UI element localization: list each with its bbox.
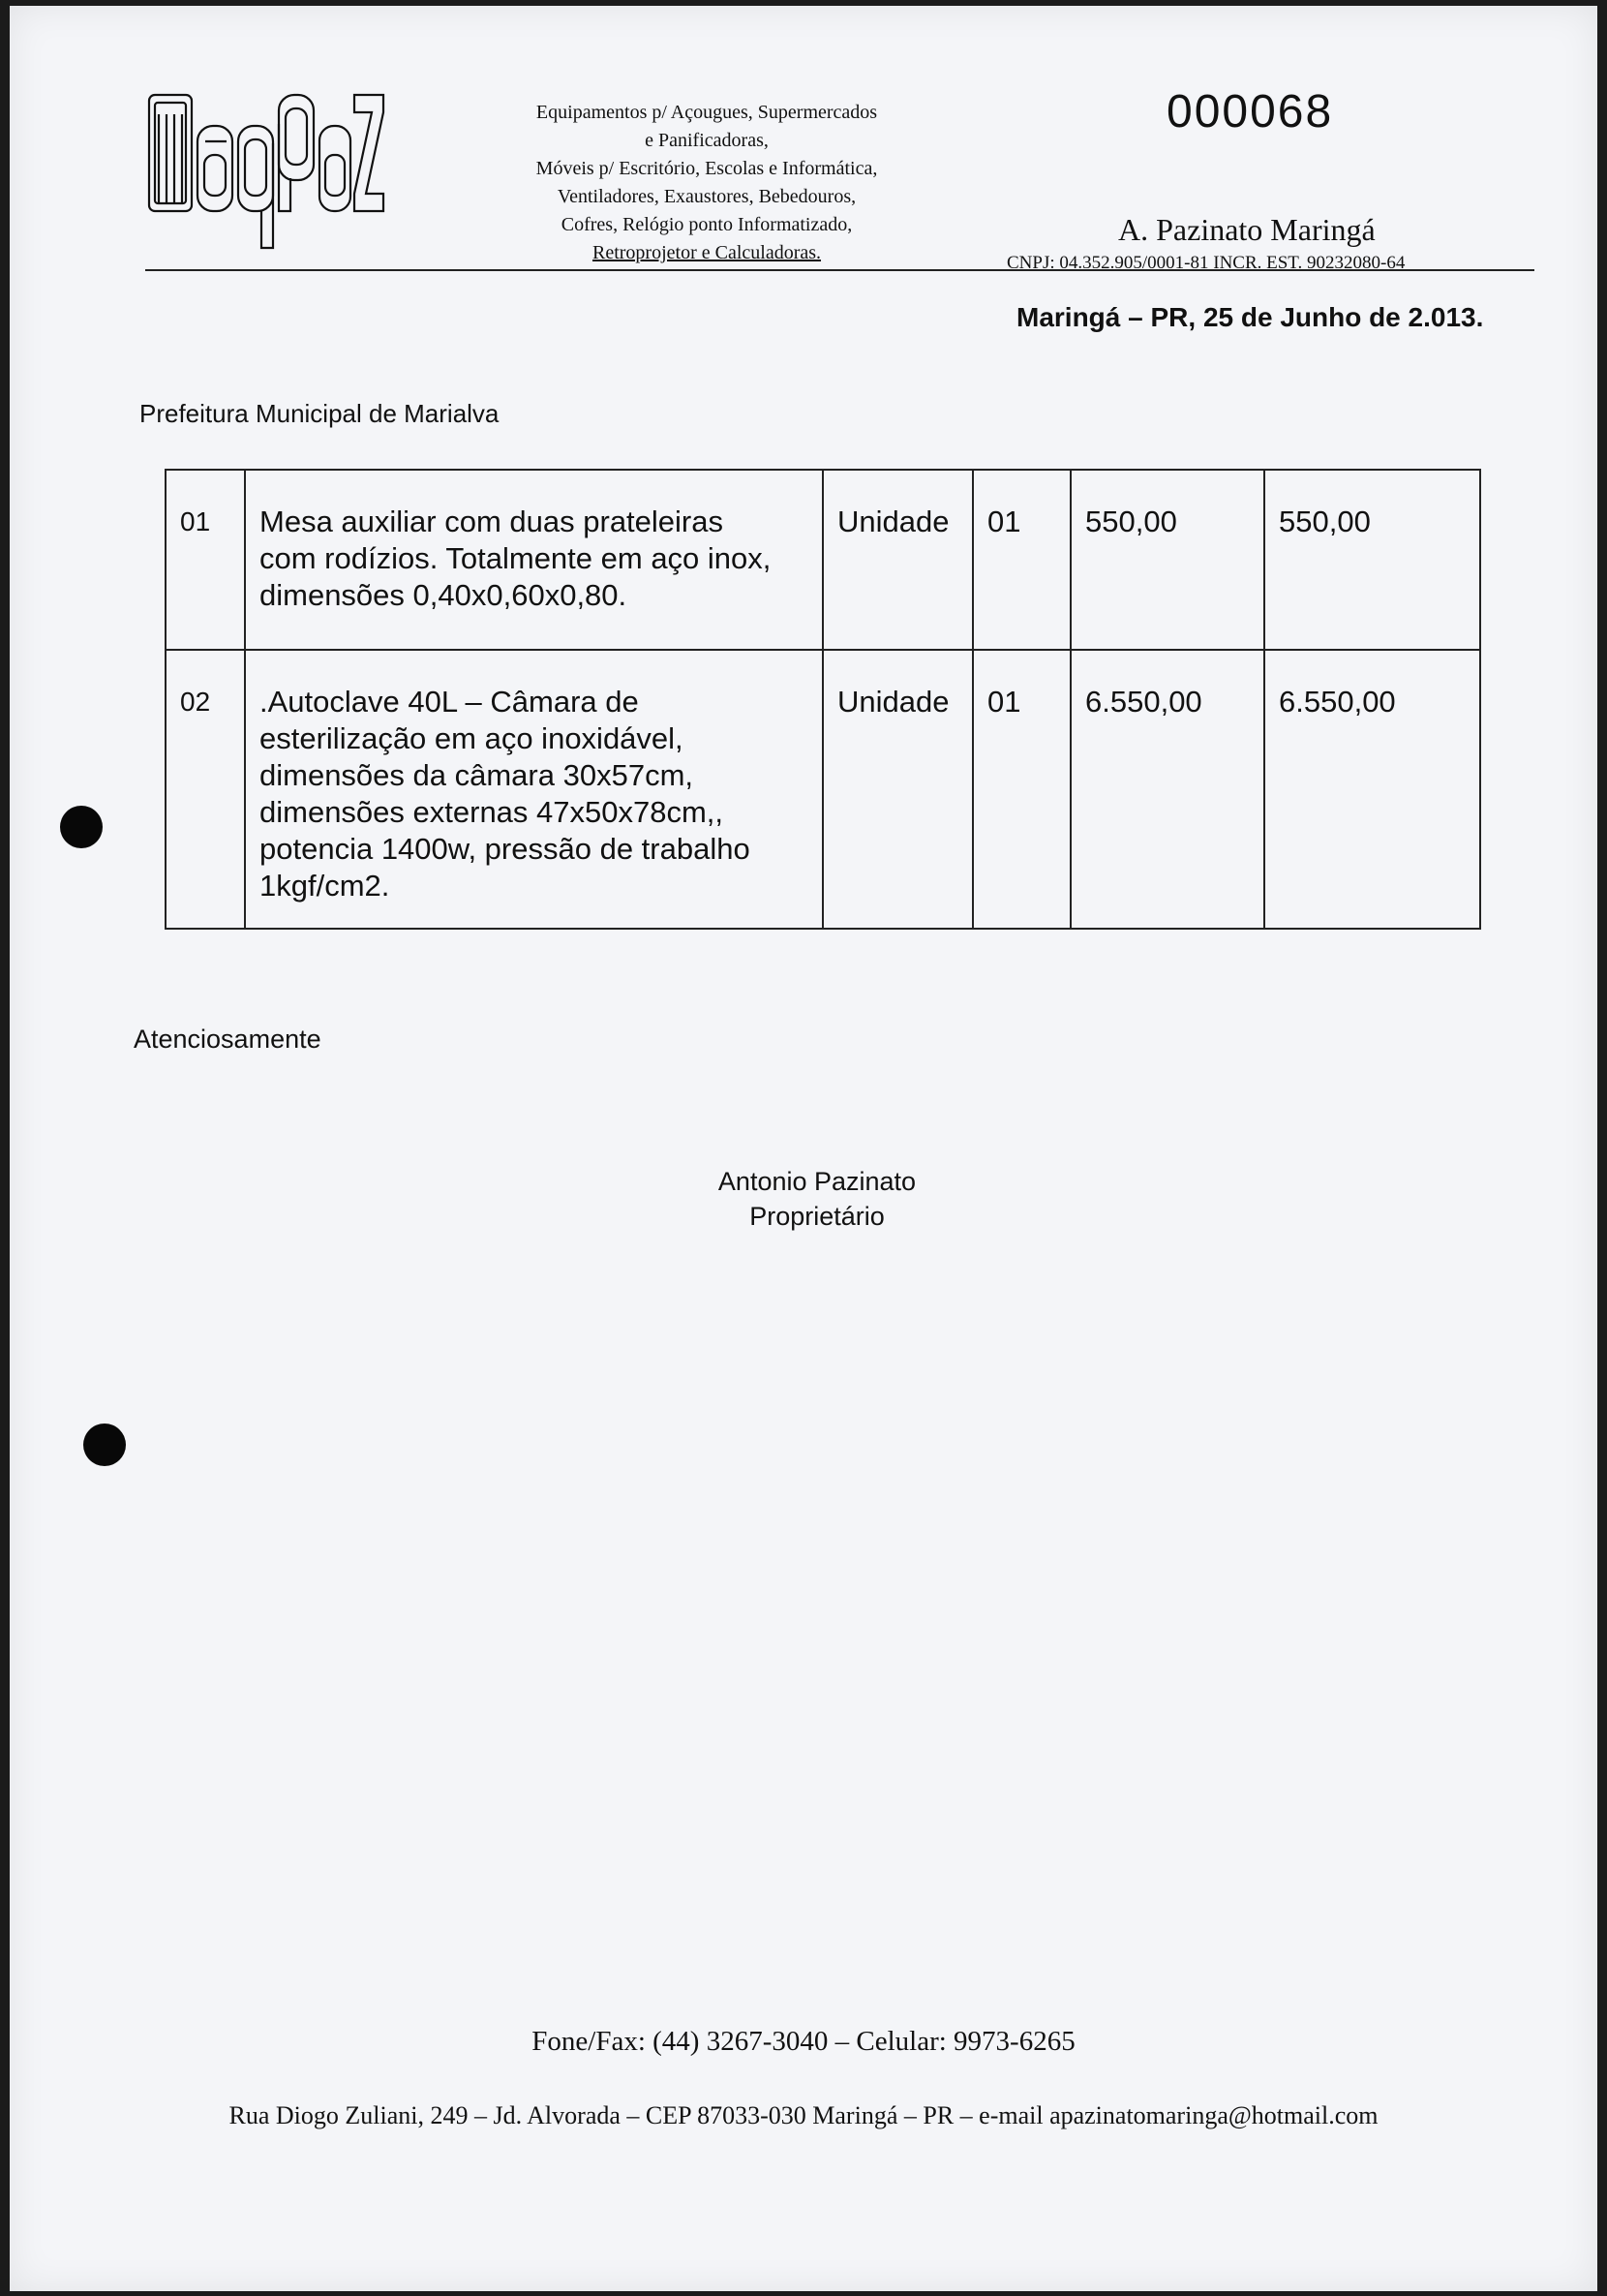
description-line: 1kgf/cm2. <box>259 869 390 903</box>
description-line: dimensões 0,40x0,60x0,80. <box>259 578 627 612</box>
document-page <box>10 6 1597 2291</box>
items-table <box>165 469 1481 930</box>
place-and-date: Maringá – PR, 25 de Junho de 2.013. <box>1016 302 1484 332</box>
activities-line: Móveis p/ Escritório, Escolas e Informática, <box>535 158 878 179</box>
item-description <box>246 651 824 928</box>
activities-line: Equipamentos p/ Açougues, Supermercados <box>535 102 878 123</box>
item-unit-price: 550,00 <box>1072 471 1265 649</box>
signer-role: Proprietário <box>749 1202 885 1231</box>
recipient: Prefeitura Municipal de Marialva <box>139 399 500 428</box>
description-line: esterilização em aço inoxidável, <box>259 721 683 755</box>
punch-hole <box>83 1424 126 1466</box>
punch-hole <box>60 806 103 848</box>
item-number: 02 <box>167 651 246 928</box>
description-line: potencia 1400w, pressão de trabalho <box>259 832 750 866</box>
item-unit-price: 6.550,00 <box>1072 651 1265 928</box>
item-quantity: 01 <box>974 651 1072 928</box>
description-line: Mesa auxiliar com duas prateleiras <box>259 505 723 538</box>
phone-line: Fone/Fax: (44) 3267-3040 – Celular: 9973-6265 <box>531 2026 1076 2057</box>
item-description <box>246 471 824 649</box>
company-activities <box>465 99 949 267</box>
activities-line: Ventiladores, Exaustores, Bebedouros, <box>557 186 857 207</box>
company-name: A. Pazinato Maringá <box>1118 212 1376 247</box>
item-unit: Unidade <box>824 651 974 928</box>
item-total: 6.550,00 <box>1279 685 1396 719</box>
maqpaz-logo <box>145 85 387 255</box>
cnpj-registration: CNPJ: 04.352.905/0001-81 INCR. EST. 90232080-64 <box>1007 253 1406 273</box>
description-line: dimensões externas 47x50x78cm,, <box>259 795 724 829</box>
description-line: dimensões da câmara 30x57cm, <box>259 758 694 792</box>
signer-name: Antonio Pazinato <box>717 1167 917 1196</box>
table-row <box>167 651 1479 928</box>
item-unit: Unidade <box>824 471 974 649</box>
item-number: 01 <box>167 471 246 649</box>
activities-line: Retroprojetor e Calculadoras. <box>591 242 822 263</box>
activities-line: e Panificadoras, <box>645 130 769 151</box>
activities-line: Cofres, Relógio ponto Informatizado, <box>561 214 853 235</box>
closing-salutation: Atenciosamente <box>134 1025 321 1054</box>
address-line: Rua Diogo Zuliani, 249 – Jd. Alvorada – CEP 87033-030 Maringá – PR – e-mail apazinatomaringa@hotmail.com <box>228 2101 1379 2129</box>
description-line: com rodízios. Totalmente em aço inox, <box>259 541 772 575</box>
header-divider <box>145 269 1534 271</box>
description-line: .Autoclave 40L – Câmara de <box>259 685 639 719</box>
table-row <box>167 471 1479 651</box>
signature-block <box>623 1164 1011 1234</box>
item-quantity: 01 <box>974 471 1072 649</box>
item-total: 550,00 <box>1279 505 1371 538</box>
document-number: 000068 <box>1167 86 1334 138</box>
